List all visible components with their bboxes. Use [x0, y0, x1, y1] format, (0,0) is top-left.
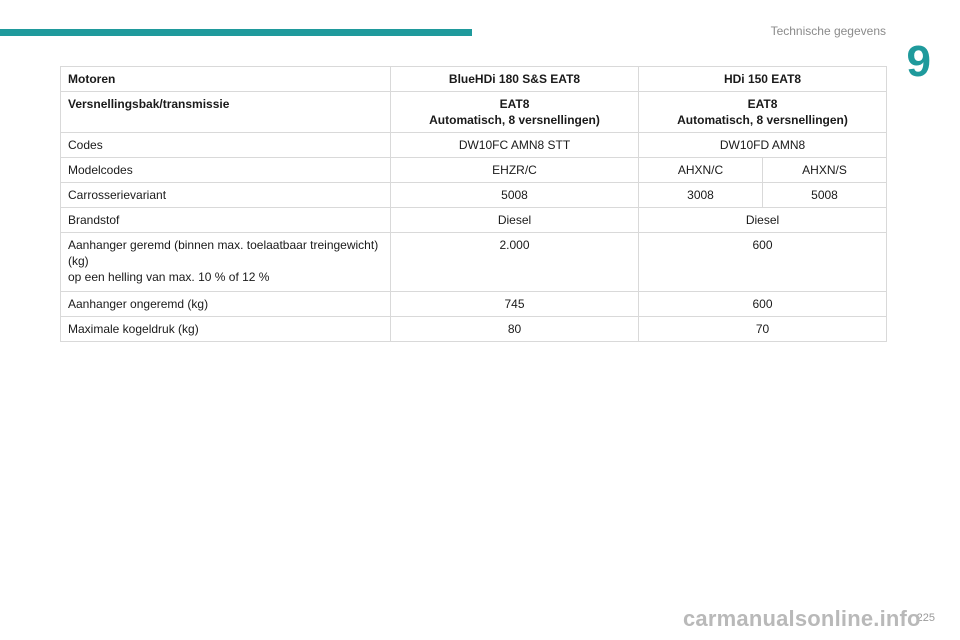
table-row-nose-weight	[61, 317, 887, 342]
body-variant-col2b: 5008	[763, 183, 887, 208]
chapter-number: 9	[906, 37, 931, 86]
table-row-braked-trailer	[61, 233, 887, 292]
row-label: Versnellingsbak/transmissie	[61, 92, 391, 133]
body-variant-col2a: 3008	[639, 183, 763, 208]
section-title: Technische gegevens	[770, 24, 886, 38]
header-engine-1: BlueHDi 180 S&S EAT8	[391, 67, 639, 92]
unbraked-trailer-col2: 600	[639, 292, 887, 317]
table-row-unbraked-trailer	[61, 292, 887, 317]
row-label: Maximale kogeldruk (kg)	[61, 317, 391, 342]
body-variant-col1: 5008	[391, 183, 639, 208]
header-engine-2: HDi 150 EAT8	[639, 67, 887, 92]
model-codes-col1: EHZR/C	[391, 158, 639, 183]
braked-trailer-label-line2: (kg)	[68, 254, 89, 268]
transmission-col2-line1: EAT8	[747, 97, 778, 111]
nose-weight-col1: 80	[391, 317, 639, 342]
nose-weight-col2: 70	[639, 317, 887, 342]
table-row-model-codes	[61, 158, 887, 183]
braked-trailer-label-line1: Aanhanger geremd (binnen max. toelaatbaar treingewicht)	[68, 238, 379, 252]
page-number: 225	[916, 612, 935, 624]
codes-col2: DW10FD AMN8	[639, 133, 887, 158]
watermark: carmanualsonline.info	[683, 606, 921, 631]
model-codes-col2b: AHXN/S	[763, 158, 887, 183]
fuel-col2: Diesel	[639, 208, 887, 233]
row-label: Codes	[61, 133, 391, 158]
codes-col1: DW10FC AMN8 STT	[391, 133, 639, 158]
braked-trailer-col1: 2.000	[391, 233, 639, 292]
row-label: Brandstof	[61, 208, 391, 233]
row-label	[61, 233, 391, 292]
row-label: Modelcodes	[61, 158, 391, 183]
table-row-codes	[61, 133, 887, 158]
transmission-col2-line2: Automatisch, 8 versnellingen)	[677, 113, 848, 127]
table-row-fuel	[61, 208, 887, 233]
fuel-col1: Diesel	[391, 208, 639, 233]
table-row-body-variant	[61, 183, 887, 208]
table-row-transmission	[61, 92, 887, 133]
header-engines: Motoren	[61, 67, 391, 92]
transmission-col2	[639, 92, 887, 133]
transmission-col1-line2: Automatisch, 8 versnellingen)	[429, 113, 600, 127]
model-codes-col2a: AHXN/C	[639, 158, 763, 183]
row-label: Carrosserievariant	[61, 183, 391, 208]
row-label: Aanhanger ongeremd (kg)	[61, 292, 391, 317]
transmission-col1	[391, 92, 639, 133]
technical-specs-table	[60, 66, 887, 342]
braked-trailer-col2: 600	[639, 233, 887, 292]
table-header-row	[61, 67, 887, 92]
unbraked-trailer-col1: 745	[391, 292, 639, 317]
transmission-col1-line1: EAT8	[499, 97, 530, 111]
header-accent-bar	[0, 29, 472, 36]
braked-trailer-label-line3: op een helling van max. 10 % of 12 %	[68, 270, 270, 284]
